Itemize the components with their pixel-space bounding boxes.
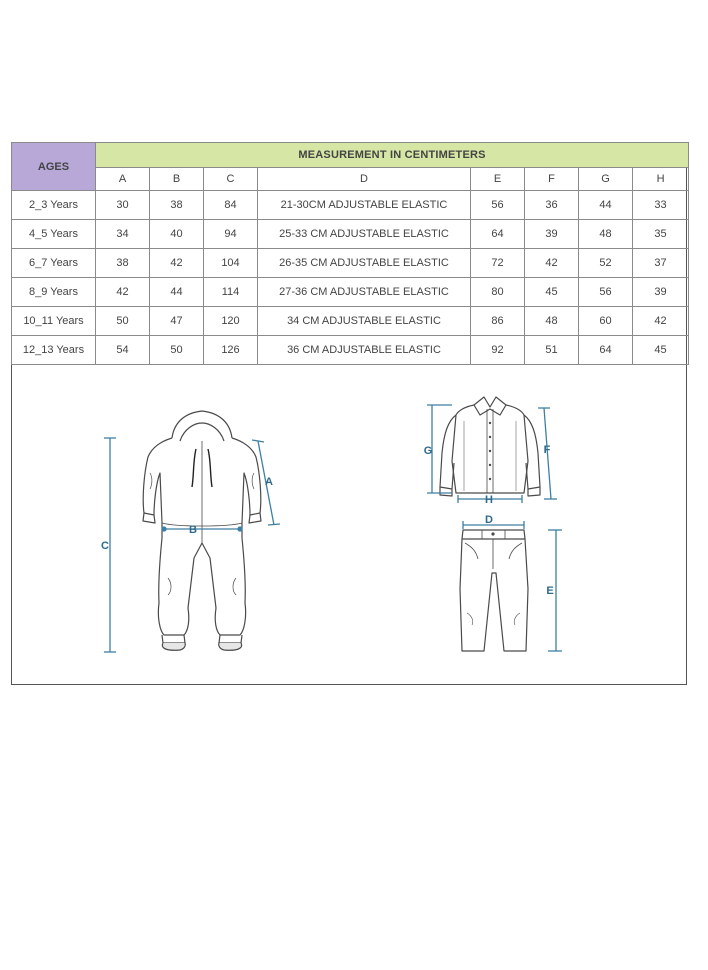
value-cell-e: 64 bbox=[471, 220, 525, 249]
value-cell-e: 86 bbox=[471, 307, 525, 336]
value-cell-f: 39 bbox=[525, 220, 579, 249]
value-cell-d: 34 CM ADJUSTABLE ELASTIC bbox=[258, 307, 471, 336]
value-cell-d: 27-36 CM ADJUSTABLE ELASTIC bbox=[258, 278, 471, 307]
label-e: E bbox=[546, 585, 554, 597]
column-header-a: A bbox=[96, 168, 150, 191]
table-row bbox=[12, 307, 689, 336]
value-cell-e: 80 bbox=[471, 278, 525, 307]
value-cell-c: 126 bbox=[204, 336, 258, 365]
column-header-b: B bbox=[150, 168, 204, 191]
table-row bbox=[12, 249, 689, 278]
table-row bbox=[12, 220, 689, 249]
label-c: C bbox=[101, 540, 109, 552]
value-cell-a: 38 bbox=[96, 249, 150, 278]
column-header-d: D bbox=[258, 168, 471, 191]
label-h: H bbox=[485, 494, 493, 506]
value-cell-g: 64 bbox=[579, 336, 633, 365]
size-chart-sheet bbox=[11, 142, 687, 685]
value-cell-a: 54 bbox=[96, 336, 150, 365]
value-cell-d: 25-33 CM ADJUSTABLE ELASTIC bbox=[258, 220, 471, 249]
jumpsuit-sketch bbox=[143, 411, 261, 650]
value-cell-a: 34 bbox=[96, 220, 150, 249]
value-cell-h: 35 bbox=[633, 220, 689, 249]
size-table bbox=[11, 142, 689, 365]
table-row bbox=[12, 191, 689, 220]
label-g: G bbox=[423, 445, 433, 457]
table-row bbox=[12, 278, 689, 307]
value-cell-c: 120 bbox=[204, 307, 258, 336]
value-cell-f: 51 bbox=[525, 336, 579, 365]
value-cell-d: 21-30CM ADJUSTABLE ELASTIC bbox=[258, 191, 471, 220]
value-cell-c: 94 bbox=[204, 220, 258, 249]
label-a: A bbox=[265, 476, 273, 488]
value-cell-g: 52 bbox=[579, 249, 633, 278]
value-cell-a: 42 bbox=[96, 278, 150, 307]
value-cell-a: 30 bbox=[96, 191, 150, 220]
measurement-header: MEASUREMENT IN CENTIMETERS bbox=[96, 143, 689, 168]
age-cell: 12_13 Years bbox=[12, 336, 96, 365]
shirt-sketch bbox=[440, 397, 540, 496]
value-cell-c: 84 bbox=[204, 191, 258, 220]
label-d: D bbox=[485, 514, 493, 526]
label-b: B bbox=[189, 524, 197, 536]
value-cell-b: 47 bbox=[150, 307, 204, 336]
value-cell-b: 44 bbox=[150, 278, 204, 307]
value-cell-h: 33 bbox=[633, 191, 689, 220]
table-row bbox=[12, 336, 689, 365]
column-header-e: E bbox=[471, 168, 525, 191]
measurement-diagrams bbox=[12, 363, 688, 685]
pants-button bbox=[491, 532, 494, 535]
value-cell-g: 44 bbox=[579, 191, 633, 220]
age-cell: 2_3 Years bbox=[12, 191, 96, 220]
label-f: F bbox=[543, 444, 551, 456]
ages-header: AGES bbox=[12, 143, 96, 191]
value-cell-e: 56 bbox=[471, 191, 525, 220]
column-letters-row bbox=[12, 168, 689, 191]
value-cell-f: 42 bbox=[525, 249, 579, 278]
value-cell-g: 48 bbox=[579, 220, 633, 249]
pants-sketch bbox=[460, 530, 528, 651]
value-cell-b: 50 bbox=[150, 336, 204, 365]
shirt-buttons bbox=[489, 422, 491, 480]
column-header-h: H bbox=[633, 168, 689, 191]
value-cell-a: 50 bbox=[96, 307, 150, 336]
value-cell-g: 56 bbox=[579, 278, 633, 307]
value-cell-f: 45 bbox=[525, 278, 579, 307]
value-cell-c: 104 bbox=[204, 249, 258, 278]
age-cell: 8_9 Years bbox=[12, 278, 96, 307]
value-cell-f: 48 bbox=[525, 307, 579, 336]
value-cell-e: 72 bbox=[471, 249, 525, 278]
value-cell-b: 40 bbox=[150, 220, 204, 249]
value-cell-b: 42 bbox=[150, 249, 204, 278]
value-cell-f: 36 bbox=[525, 191, 579, 220]
value-cell-h: 42 bbox=[633, 307, 689, 336]
value-cell-g: 60 bbox=[579, 307, 633, 336]
value-cell-h: 37 bbox=[633, 249, 689, 278]
value-cell-h: 39 bbox=[633, 278, 689, 307]
value-cell-b: 38 bbox=[150, 191, 204, 220]
column-header-c: C bbox=[204, 168, 258, 191]
value-cell-e: 92 bbox=[471, 336, 525, 365]
age-cell: 4_5 Years bbox=[12, 220, 96, 249]
value-cell-d: 26-35 CM ADJUSTABLE ELASTIC bbox=[258, 249, 471, 278]
age-cell: 6_7 Years bbox=[12, 249, 96, 278]
column-header-f: F bbox=[525, 168, 579, 191]
value-cell-d: 36 CM ADJUSTABLE ELASTIC bbox=[258, 336, 471, 365]
value-cell-c: 114 bbox=[204, 278, 258, 307]
jumpsuit-dimension-lines bbox=[104, 438, 280, 652]
value-cell-h: 45 bbox=[633, 336, 689, 365]
age-cell: 10_11 Years bbox=[12, 307, 96, 336]
column-header-g: G bbox=[579, 168, 633, 191]
